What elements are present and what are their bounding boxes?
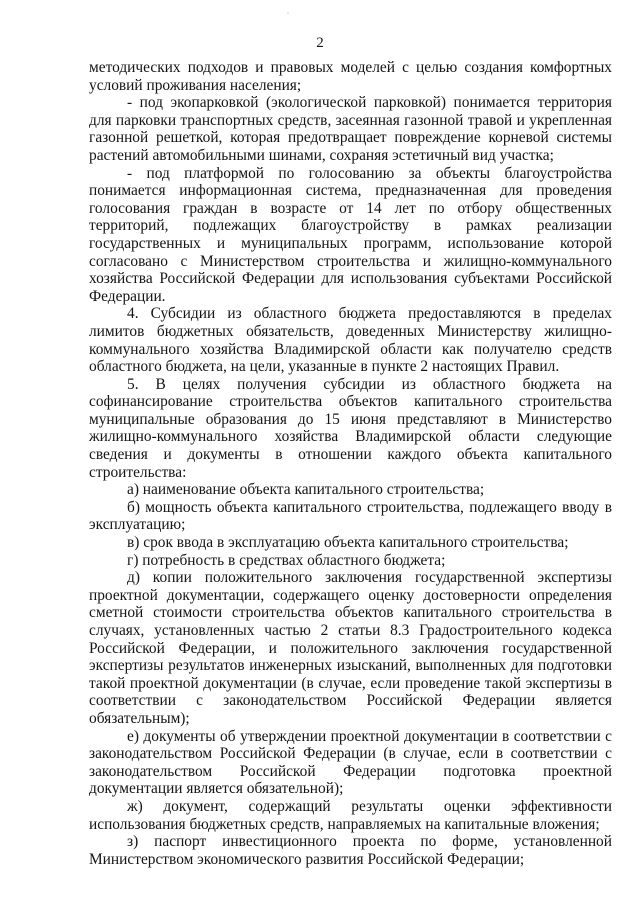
paragraph-voting-platform-definition: - под платформой по голосованию за объекты благоустройства понимается информационная система, предназначенная для проведения голосования граждан в возрасте от 14 лет по отбору общественных территорий, подлежащих благоустройству в рамках реализации государственных и муниципальных программ, использование которой согласовано с Министерством строительства и жилищно-коммунального хозяйства Российской Федерации для использования субъектами Российской Федерации. (89, 164, 612, 305)
paragraph-continuation: методических подходов и правовых моделей с целью создания комфортных условий проживания населения; (89, 59, 612, 94)
paragraph-subitem-d: д) копии положительного заключения государственной экспертизы проектной документации, содержащего оценку достоверности определения сметной стоимости строительства объектов капитального строительства в случаях, установленных частью 2 статьи 8.3 Градостроительного кодекса Российской Федерации, и положительного заключения государственной экспертизы результатов инженерных изысканий, выполненных для подготовки такой проектной документации (в случае, если проведение такой экспертизы в соответствии с законодательством Российской Федерации является обязательным); (89, 569, 612, 727)
paragraph-subitem-e: е) документы об утверждении проектной документации в соответствии с законодательством Российской Федерации (в случае, если в соответствии с законодательством Российской Федерации подготовка проектной документации является обязательной); (89, 727, 612, 798)
paragraph-subitem-z: з) паспорт инвестиционного проекта по форме, установленной Министерством экономического развития Российской Федерации; (89, 833, 612, 868)
paragraph-item-5: 5. В целях получения субсидии из областного бюджета на софинансирование строительства объектов капитального строительства муниципальные образования до 15 июня представляют в Министерство жилищно-коммунального хозяйства Владимирской области следующие сведения и документы в отношении каждого объекта капитального строительства: (89, 375, 612, 481)
paragraph-subitem-v: в) срок ввода в эксплуатацию объекта капитального строительства; (127, 534, 569, 552)
document-body (89, 59, 612, 868)
paragraph-subitem-g: г) потребность в средствах областного бюджета; (127, 551, 446, 569)
page-number: 2 (316, 35, 324, 51)
paragraph-subitem-b: б) мощность объекта капитального строительства, подлежащего вводу в эксплуатацию; (89, 498, 612, 534)
scan-speck (287, 12, 289, 14)
paragraph-eco-parking-definition: - под экопарковкой (экологической парковкой) понимается территория для парковки транспортных средств, засеянная газонной травой и укрепленная газонной решеткой, которая предотвращает повреждение корневой системы растений автомобильными шинами, сохраняя эстетичный вид участка; (89, 94, 612, 164)
paragraph-subitem-zh: ж) документ, содержащий результаты оценки эффективности использования бюджетных средств, направляемых на капитальные вложения; (89, 797, 612, 833)
paragraph-subitem-a: а) наименование объекта капитального строительства; (127, 481, 485, 499)
paragraph-item-4: 4. Субсидии из областного бюджета предоставляются в пределах лимитов бюджетных обязательств, доведенных Министерству жилищно-коммунального хозяйства Владимирской области как получателю средств областного бюджета, на цели, указанные в пункте 2 настоящих Правил. (89, 305, 612, 376)
